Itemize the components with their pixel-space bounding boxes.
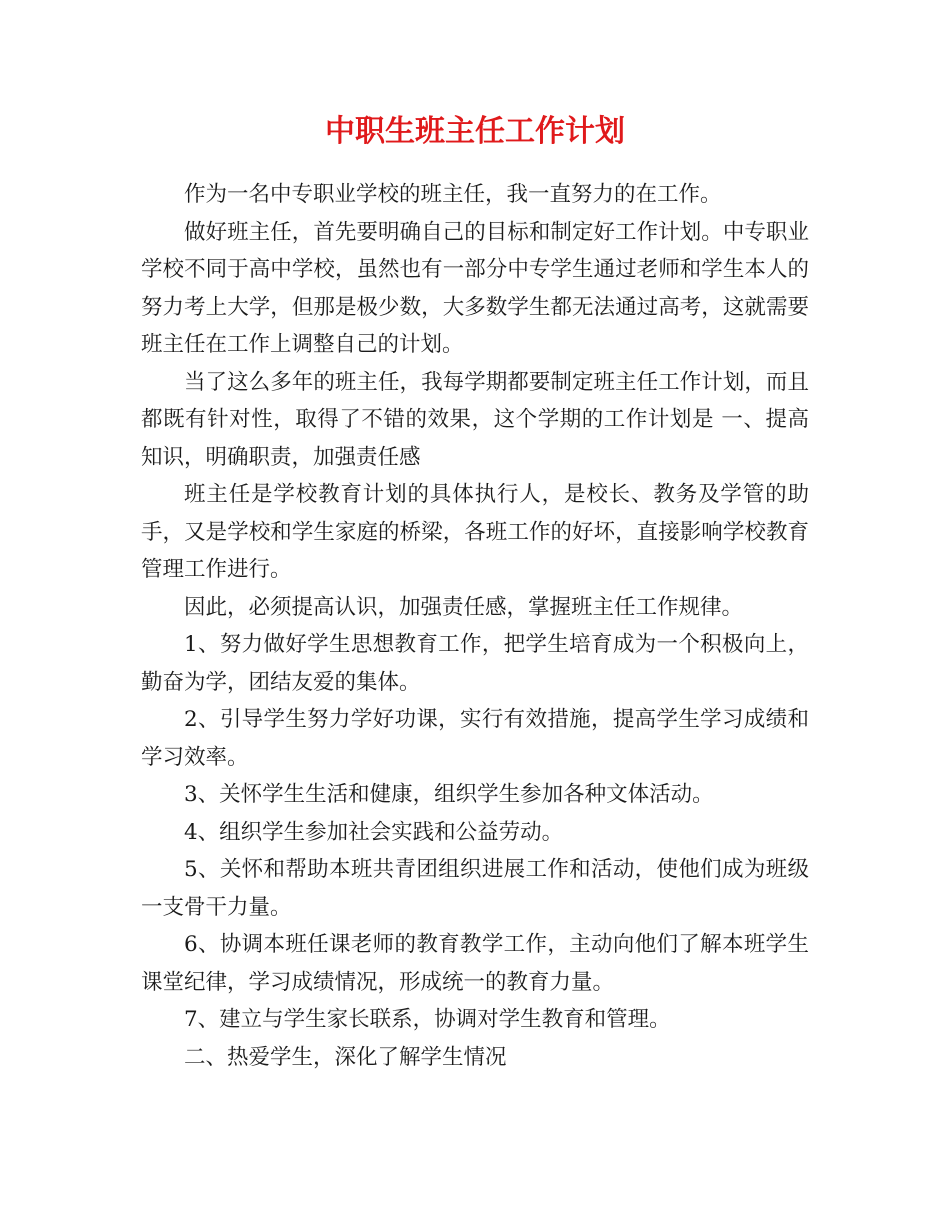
paragraph: 2、引导学生努力学好功课，实行有效措施，提高学生学习成绩和学习效率。	[141, 707, 809, 770]
document-title: 中职生班主任工作计划	[325, 114, 625, 149]
paragraph: 5、关怀和帮助本班共青团组织进展工作和活动，使他们成为班级一支骨干力量。	[141, 857, 809, 920]
paragraph: 二、热爱学生，深化了解学生情况	[184, 1044, 507, 1070]
document-body	[141, 176, 809, 1076]
paragraph: 4、组织学生参加社会实践和公益劳动。	[184, 819, 564, 845]
paragraph: 3、关怀学生生活和健康，组织学生参加各种文体活动。	[184, 782, 714, 807]
paragraph: 7、建立与学生家长联系，协调对学生教育和管理。	[184, 1007, 671, 1032]
paragraph: 当了这么多年的班主任，我每学期都要制定班主任工作计划，而且都既有针对性，取得了不错的效果，这个学期的工作计划是 一、提高知识，明确职责，加强责任感	[141, 369, 809, 470]
paragraph: 因此，必须提高认识，加强责任感，掌握班主任工作规律。	[184, 594, 744, 620]
paragraph: 做好班主任，首先要明确自己的目标和制定好工作计划。中专职业学校不同于高中学校，虽然也有一部分中专学生通过老师和学生本人的努力考上大学，但那是极少数，大多数学生都无法通过高考，这就需要班主任在工作上调整自己的计划。	[141, 219, 809, 357]
paragraph: 1、努力做好学生思想教育工作，把学生培育成为一个积极向上，勤奋为学，团结友爱的集体。	[141, 632, 809, 695]
paragraph: 6、协调本班任课老师的教育教学工作，主动向他们了解本班学生课堂纪律，学习成绩情况，形成统一的教育力量。	[141, 932, 809, 995]
paragraph: 作为一名中专职业学校的班主任，我一直努力的在工作。	[184, 182, 722, 207]
paragraph: 班主任是学校教育计划的具体执行人，是校长、教务及学管的助手，又是学校和学生家庭的桥梁，各班工作的好坏，直接影响学校教育管理工作进行。	[141, 482, 809, 582]
